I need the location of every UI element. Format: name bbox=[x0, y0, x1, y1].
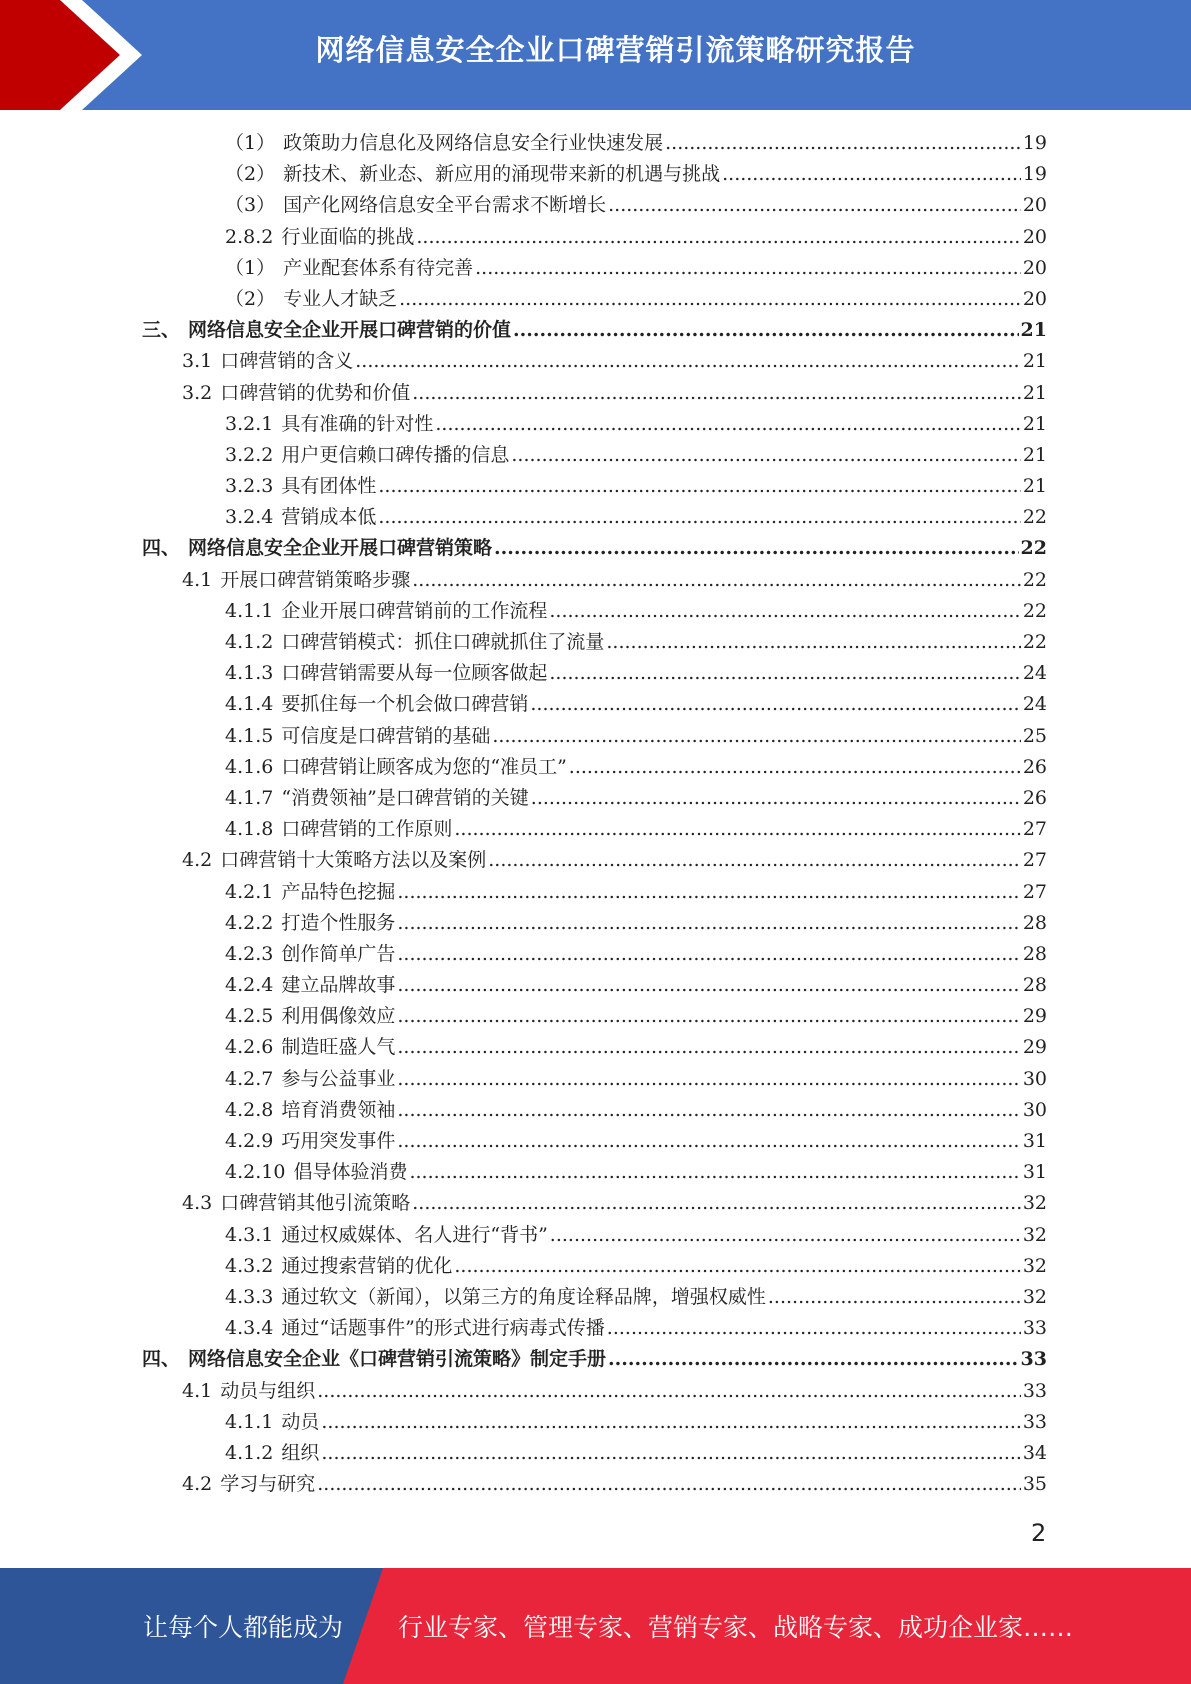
toc-entry[interactable] bbox=[142, 471, 1047, 502]
toc-entry-label: 参与公益事业 bbox=[281, 1067, 396, 1090]
toc-dot-leader bbox=[492, 721, 1020, 752]
toc-entry-label: 组织 bbox=[281, 1441, 320, 1464]
toc-entry-number: 3.2.3 bbox=[225, 475, 274, 498]
toc-dot-leader bbox=[607, 1313, 1021, 1344]
toc-entry-page: 30 bbox=[1022, 1067, 1047, 1090]
toc-entry-label: 建立品牌故事 bbox=[281, 974, 396, 997]
toc-entry-page: 20 bbox=[1022, 287, 1047, 310]
toc-entry-number: 4.2.2 bbox=[225, 911, 274, 934]
toc-entry[interactable] bbox=[142, 1157, 1047, 1188]
toc-entry-page: 32 bbox=[1022, 1192, 1047, 1215]
toc-entry[interactable] bbox=[142, 1251, 1047, 1282]
toc-dot-leader bbox=[435, 409, 1020, 440]
toc-entry-label: 创作简单广告 bbox=[281, 942, 396, 965]
toc-dot-leader bbox=[397, 939, 1020, 970]
toc-entry-number: 4.2.6 bbox=[225, 1036, 274, 1059]
toc-entry-page: 33 bbox=[1020, 1348, 1047, 1371]
toc-entry-number: 3.2.1 bbox=[225, 412, 274, 435]
toc-entry-number: 4.1 bbox=[182, 568, 213, 591]
report-title: 网络信息安全企业口碑营销引流策略研究报告 bbox=[315, 33, 916, 67]
toc-entry-number: 4.1.2 bbox=[225, 631, 274, 653]
toc-dot-leader bbox=[378, 502, 1020, 533]
toc-entry-label: 可信度是口碑营销的基础 bbox=[281, 724, 491, 747]
toc-dot-leader bbox=[397, 1032, 1020, 1063]
toc-entry-label: 产品特色挖掘 bbox=[281, 880, 396, 903]
toc-entry-number: 4.1.7 bbox=[225, 786, 274, 809]
toc-entry[interactable] bbox=[142, 1313, 1047, 1344]
toc-entry-label: 口碑营销需要从每一位顾客做起 bbox=[281, 662, 548, 685]
toc-entry-label: 培育消费领袖 bbox=[281, 1098, 396, 1121]
toc-entry-number: 4.1 bbox=[182, 1379, 213, 1402]
toc-entry-number: 4.3 bbox=[182, 1192, 213, 1215]
toc-entry-page: 22 bbox=[1020, 537, 1047, 560]
toc-entry-label: 开展口碑营销策略步骤 bbox=[220, 568, 411, 591]
toc-entry-number: 4.2.8 bbox=[225, 1098, 274, 1121]
toc-entry[interactable] bbox=[142, 814, 1047, 845]
toc-entry-page: 22 bbox=[1022, 568, 1047, 591]
toc-entry[interactable] bbox=[142, 970, 1047, 1001]
toc-entry-page: 24 bbox=[1022, 693, 1047, 716]
toc-entry-label: 专业人才缺乏 bbox=[283, 287, 398, 310]
toc-entry-page: 20 bbox=[1022, 194, 1047, 217]
toc-entry[interactable] bbox=[142, 346, 1047, 377]
toc-entry[interactable] bbox=[142, 440, 1047, 471]
toc-entry-page: 22 bbox=[1022, 631, 1047, 653]
toc-entry-label: 口碑营销十大策略方法以及案例 bbox=[220, 849, 487, 872]
toc-dot-leader bbox=[397, 1095, 1020, 1126]
toc-entry-label: 倡导体验消费 bbox=[293, 1161, 408, 1184]
toc-dot-leader bbox=[317, 1376, 1021, 1407]
toc-dot-leader bbox=[412, 565, 1021, 596]
toc-entry-page: 29 bbox=[1022, 1036, 1047, 1059]
toc-entry-page: 31 bbox=[1022, 1161, 1047, 1184]
toc-entry[interactable] bbox=[142, 159, 1047, 190]
toc-entry-label: 网络信息安全企业《口碑营销引流策略》制定手册 bbox=[188, 1348, 607, 1371]
toc-entry-page: 21 bbox=[1022, 381, 1047, 404]
toc-dot-leader bbox=[321, 1407, 1020, 1438]
toc-entry-page: 32 bbox=[1022, 1254, 1047, 1277]
toc-entry[interactable] bbox=[142, 1126, 1047, 1157]
toc-dot-leader bbox=[355, 346, 1021, 377]
toc-entry[interactable] bbox=[142, 190, 1047, 221]
toc-entry-label: 要抓住每一个机会做口碑营销 bbox=[281, 693, 529, 716]
toc-entry-number: 4.2.4 bbox=[225, 974, 274, 997]
page-footer bbox=[0, 1568, 1191, 1684]
toc-entry-page: 20 bbox=[1022, 225, 1047, 248]
toc-entry-page: 21 bbox=[1022, 475, 1047, 498]
toc-entry[interactable] bbox=[142, 1188, 1047, 1219]
toc-entry[interactable] bbox=[142, 939, 1047, 970]
toc-entry[interactable] bbox=[142, 627, 1047, 658]
toc-entry-label: 产业配套体系有待完善 bbox=[283, 256, 474, 279]
toc-dot-leader bbox=[488, 845, 1021, 876]
toc-dot-leader bbox=[397, 877, 1020, 908]
toc-entry[interactable] bbox=[142, 1344, 1047, 1375]
toc-entry-number: （1） bbox=[225, 132, 276, 154]
toc-dot-leader bbox=[412, 1188, 1021, 1219]
toc-entry-page: 19 bbox=[1022, 163, 1047, 186]
toc-entry-number: 4.2 bbox=[182, 849, 213, 872]
toc-entry-label: 口碑营销其他引流策略 bbox=[220, 1192, 411, 1215]
toc-entry-number: 4.2.3 bbox=[225, 942, 274, 965]
toc-entry[interactable] bbox=[142, 1407, 1047, 1438]
toc-entry-page: 30 bbox=[1022, 1098, 1047, 1121]
toc-entry-page: 27 bbox=[1022, 818, 1047, 841]
toc-dot-leader bbox=[494, 533, 1019, 564]
toc-entry-number: 4.1.8 bbox=[225, 818, 274, 841]
toc-entry-number: 4.1.1 bbox=[225, 599, 274, 622]
toc-entry-number: 3.1 bbox=[182, 350, 213, 373]
toc-entry-label: 具有团体性 bbox=[281, 475, 377, 498]
toc-entry-label: “消费领袖”是口碑营销的关键 bbox=[281, 786, 529, 809]
toc-entry-label: 通过“话题事件”的形式进行病毒式传播 bbox=[281, 1317, 605, 1340]
toc-entry-number: 4.2.9 bbox=[225, 1130, 274, 1152]
toc-dot-leader bbox=[378, 471, 1020, 502]
toc-entry[interactable] bbox=[142, 658, 1047, 689]
toc-entry-number: 4.1.6 bbox=[225, 755, 274, 778]
toc-entry-number: 四、 bbox=[142, 1348, 181, 1371]
toc-dot-leader bbox=[475, 253, 1021, 284]
toc-entry-page: 29 bbox=[1022, 1005, 1047, 1028]
toc-dot-leader bbox=[531, 783, 1021, 814]
toc-dot-leader bbox=[454, 1251, 1020, 1282]
toc-dot-leader bbox=[665, 128, 1021, 159]
toc-entry-page: 27 bbox=[1022, 849, 1047, 872]
toc-entry-number: 2.8.2 bbox=[225, 225, 274, 248]
toc-dot-leader bbox=[397, 1001, 1020, 1032]
toc-entry-page: 33 bbox=[1022, 1379, 1047, 1402]
toc-entry[interactable] bbox=[142, 1001, 1047, 1032]
toc-entry-label: 通过搜索营销的优化 bbox=[281, 1254, 453, 1277]
toc-entry-label: 具有准确的针对性 bbox=[281, 412, 434, 435]
toc-entry-label: 企业开展口碑营销前的工作流程 bbox=[281, 599, 548, 622]
toc-entry-page: 28 bbox=[1022, 942, 1047, 965]
toc-dot-leader bbox=[454, 814, 1020, 845]
toc-entry-number: 3.2.2 bbox=[225, 443, 274, 466]
toc-dot-leader bbox=[549, 596, 1020, 627]
toc-entry-label: 通过软文（新闻），以第三方的角度诠释品牌，增强权威性 bbox=[281, 1285, 766, 1308]
toc-dot-leader bbox=[416, 222, 1020, 253]
toc-entry-label: 口碑营销模式：抓住口碑就抓住了流量 bbox=[281, 631, 605, 653]
toc-entry[interactable] bbox=[142, 845, 1047, 876]
toc-entry[interactable] bbox=[142, 689, 1047, 720]
toc-entry-page: 21 bbox=[1022, 443, 1047, 466]
toc-entry-page: 32 bbox=[1022, 1285, 1047, 1308]
toc-dot-leader bbox=[513, 315, 1019, 346]
toc-entry[interactable] bbox=[142, 502, 1047, 533]
toc-entry-label: 口碑营销的优势和价值 bbox=[220, 381, 411, 404]
toc-entry-number: 4.1.1 bbox=[225, 1410, 274, 1433]
toc-entry-page: 22 bbox=[1022, 506, 1047, 529]
toc-entry[interactable] bbox=[142, 1438, 1047, 1469]
toc-entry-page: 25 bbox=[1022, 724, 1047, 747]
toc-entry-label: 打造个性服务 bbox=[281, 911, 396, 934]
toc-entry[interactable] bbox=[142, 1220, 1047, 1251]
toc-entry[interactable] bbox=[142, 783, 1047, 814]
toc-entry-page: 33 bbox=[1022, 1317, 1047, 1340]
toc-entry-number: 三、 bbox=[142, 319, 181, 342]
toc-entry-label: 动员 bbox=[281, 1410, 320, 1433]
toc-entry-label: 口碑营销让顾客成为您的“准员工” bbox=[281, 755, 567, 778]
toc-entry-number: 4.3.3 bbox=[225, 1285, 274, 1308]
toc-entry-number: 4.2.1 bbox=[225, 880, 274, 903]
toc-entry-page: 26 bbox=[1022, 755, 1047, 778]
toc-entry[interactable] bbox=[142, 533, 1047, 564]
toc-entry-number: 4.2.5 bbox=[225, 1005, 274, 1028]
toc-entry[interactable] bbox=[142, 378, 1047, 409]
toc-entry-page: 24 bbox=[1022, 662, 1047, 685]
toc-entry-number: （1） bbox=[225, 256, 276, 279]
toc-entry[interactable] bbox=[142, 1095, 1047, 1126]
toc-entry-label: 营销成本低 bbox=[281, 506, 377, 529]
toc-entry-number: 4.1.4 bbox=[225, 693, 274, 716]
toc-entry-page: 34 bbox=[1022, 1441, 1047, 1464]
toc-dot-leader bbox=[530, 689, 1020, 720]
toc-entry-page: 27 bbox=[1022, 880, 1047, 903]
toc-entry-label: 网络信息安全企业开展口碑营销的价值 bbox=[188, 319, 512, 342]
toc-entry-label: 通过权威媒体、名人进行“背书” bbox=[281, 1223, 548, 1246]
toc-entry-number: 3.2.4 bbox=[225, 506, 274, 529]
toc-entry-number: 4.2 bbox=[182, 1473, 213, 1496]
toc-entry-page: 28 bbox=[1022, 974, 1047, 997]
toc-entry-page: 21 bbox=[1020, 319, 1047, 342]
toc-dot-leader bbox=[511, 440, 1020, 471]
toc-entry-label: 巧用突发事件 bbox=[281, 1130, 396, 1152]
toc-entry[interactable] bbox=[142, 222, 1047, 253]
toc-entry-label: 网络信息安全企业开展口碑营销策略 bbox=[188, 537, 493, 560]
toc-dot-leader bbox=[768, 1282, 1021, 1313]
toc-entry-number: 4.1.2 bbox=[225, 1441, 274, 1464]
toc-entry-number: 四、 bbox=[142, 537, 181, 560]
toc-entry-page: 19 bbox=[1022, 132, 1047, 154]
toc-dot-leader bbox=[397, 1126, 1020, 1157]
toc-dot-leader bbox=[608, 190, 1021, 221]
toc-entry-label: 口碑营销的含义 bbox=[220, 350, 354, 373]
toc-entry-number: （2） bbox=[225, 287, 276, 310]
toc-entry-number: （3） bbox=[225, 194, 276, 217]
toc-dot-leader bbox=[399, 284, 1021, 315]
toc-entry-number: 4.1.3 bbox=[225, 662, 274, 685]
toc-entry-number: （2） bbox=[225, 163, 276, 186]
toc-entry[interactable] bbox=[142, 877, 1047, 908]
toc-entry-number: 4.2.10 bbox=[225, 1161, 286, 1184]
toc-entry[interactable] bbox=[142, 596, 1047, 627]
toc-entry-label: 动员与组织 bbox=[220, 1379, 316, 1402]
footer-slogan-right: 行业专家、管理专家、营销专家、战略专家、成功企业家…… bbox=[398, 1613, 1074, 1642]
toc-entry-page: 21 bbox=[1022, 412, 1047, 435]
toc-entry-label: 利用偶像效应 bbox=[281, 1005, 396, 1028]
toc-dot-leader bbox=[397, 970, 1020, 1001]
toc-entry-label: 口碑营销的工作原则 bbox=[281, 818, 453, 841]
toc-entry[interactable] bbox=[142, 284, 1047, 315]
toc-dot-leader bbox=[550, 1220, 1021, 1251]
toc-dot-leader bbox=[606, 627, 1020, 658]
toc-entry[interactable] bbox=[142, 1376, 1047, 1407]
toc-entry-number: 4.3.2 bbox=[225, 1254, 274, 1277]
toc-dot-leader bbox=[569, 752, 1021, 783]
toc-entry-number: 4.2.7 bbox=[225, 1067, 274, 1090]
toc-entry-page: 32 bbox=[1022, 1223, 1047, 1246]
toc-dot-leader bbox=[409, 1157, 1020, 1188]
toc-entry-page: 21 bbox=[1022, 350, 1047, 373]
toc-entry-label: 用户更信赖口碑传播的信息 bbox=[281, 443, 510, 466]
page-number: 2 bbox=[1031, 1519, 1047, 1547]
toc-entry[interactable] bbox=[142, 908, 1047, 939]
toc-entry[interactable] bbox=[142, 565, 1047, 596]
toc-entry-page: 31 bbox=[1022, 1130, 1047, 1152]
toc-entry-number: 4.3.4 bbox=[225, 1317, 274, 1340]
toc-entry[interactable] bbox=[142, 253, 1047, 284]
toc-entry-page: 26 bbox=[1022, 786, 1047, 809]
toc-entry[interactable] bbox=[142, 721, 1047, 752]
toc-dot-leader bbox=[549, 658, 1020, 689]
toc-entry[interactable] bbox=[142, 1282, 1047, 1313]
toc-entry-label: 学习与研究 bbox=[220, 1473, 316, 1496]
toc-dot-leader bbox=[608, 1344, 1019, 1375]
page-header bbox=[0, 0, 1191, 110]
toc-entry-page: 22 bbox=[1022, 599, 1047, 622]
toc-entry-label: 政策助力信息化及网络信息安全行业快速发展 bbox=[283, 132, 664, 154]
toc-entry-number: 3.2 bbox=[182, 381, 213, 404]
toc-entry[interactable] bbox=[142, 1064, 1047, 1095]
toc-entry-label: 新技术、新业态、新应用的涌现带来新的机遇与挑战 bbox=[283, 163, 721, 186]
footer-slogan-left: 让每个人都能成为 bbox=[143, 1613, 344, 1642]
toc-entry-page: 20 bbox=[1022, 256, 1047, 279]
table-of-contents bbox=[142, 128, 1047, 1500]
toc-entry[interactable] bbox=[142, 128, 1047, 159]
toc-dot-leader bbox=[321, 1438, 1020, 1469]
toc-dot-leader bbox=[397, 908, 1020, 939]
toc-dot-leader bbox=[317, 1469, 1021, 1500]
toc-entry[interactable] bbox=[142, 1469, 1047, 1500]
toc-entry-number: 4.1.5 bbox=[225, 724, 274, 747]
toc-dot-leader bbox=[397, 1064, 1020, 1095]
toc-entry-number: 4.3.1 bbox=[225, 1223, 274, 1246]
toc-dot-leader bbox=[722, 159, 1021, 190]
toc-dot-leader bbox=[412, 378, 1021, 409]
toc-entry[interactable] bbox=[142, 315, 1047, 346]
toc-entry-page: 33 bbox=[1022, 1410, 1047, 1433]
toc-entry[interactable] bbox=[142, 1032, 1047, 1063]
toc-entry-page: 28 bbox=[1022, 911, 1047, 934]
toc-entry[interactable] bbox=[142, 409, 1047, 440]
toc-entry-page: 35 bbox=[1022, 1473, 1047, 1496]
toc-entry-label: 国产化网络信息安全平台需求不断增长 bbox=[283, 194, 607, 217]
toc-entry-label: 制造旺盛人气 bbox=[281, 1036, 396, 1059]
toc-entry-label: 行业面临的挑战 bbox=[281, 225, 415, 248]
toc-entry[interactable] bbox=[142, 752, 1047, 783]
